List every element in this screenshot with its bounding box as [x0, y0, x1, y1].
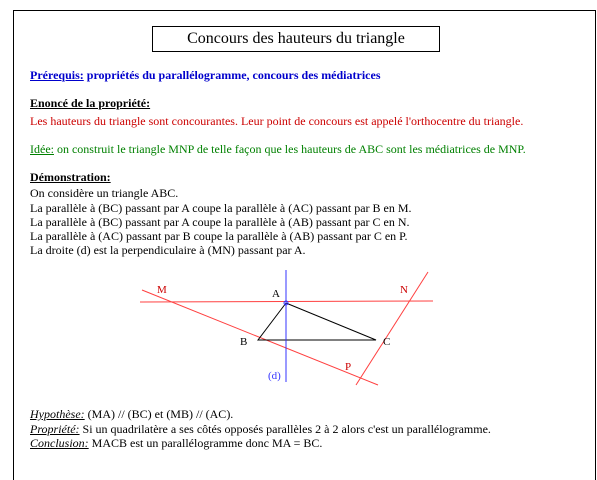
triangle-abc — [258, 303, 376, 340]
property-label: Propriété: — [30, 422, 80, 436]
label-n: N — [400, 284, 408, 296]
line-np — [356, 272, 428, 385]
demo-line: On considère un triangle ABC. — [30, 186, 179, 200]
label-m: M — [157, 284, 167, 296]
page-title: Concours des hauteurs du triangle — [152, 26, 440, 52]
demonstration-heading: Démonstration: — [30, 170, 111, 184]
conclusion-text: MACB est un parallélogramme donc MA = BC. — [88, 436, 323, 450]
property — [30, 422, 491, 437]
idea-text: on construit le triangle MNP de telle façon que les hauteurs de ABC sont les médiatrices de MNP. — [53, 142, 526, 156]
label-d: (d) — [268, 370, 281, 382]
idea-label: Idée: — [30, 142, 54, 156]
property-text: Si un quadrilatère a ses côtés opposés parallèles 2 à 2 alors c'est un parallélogramme. — [79, 422, 491, 436]
label-a: A — [272, 288, 280, 300]
statement-heading: Enoncé de la propriété: — [30, 96, 151, 110]
hypothesis-text: (MA) // (BC) et (MB) // (AC). — [84, 407, 234, 421]
prerequisites-label: Prérequis: — [30, 68, 84, 82]
prerequisites-text: propriétés du parallélogramme, concours des médiatrices — [83, 68, 381, 82]
demo-line: La parallèle à (BC) passant par A coupe la parallèle à (AB) passant par C en N. — [30, 215, 410, 229]
hypothesis — [30, 407, 233, 422]
demo-line: La parallèle à (AC) passant par B coupe la parallèle à (AB) passant par C en P. — [30, 229, 408, 243]
conclusion-label: Conclusion: — [30, 436, 89, 450]
label-p: P — [345, 361, 352, 373]
label-b: B — [240, 336, 248, 348]
hypothesis-label: Hypothèse: — [30, 407, 85, 421]
demo-line: La parallèle à (BC) passant par A coupe la parallèle à (AC) passant par B en M. — [30, 201, 412, 215]
label-c: C — [383, 336, 391, 348]
demo-line: La droite (d) est la perpendiculaire à (MN) passant par A. — [30, 243, 306, 257]
statement-text: Les hauteurs du triangle sont concourantes. Leur point de concours est appelé l'orthocentre du triangle. — [30, 114, 524, 128]
conclusion — [30, 436, 322, 451]
